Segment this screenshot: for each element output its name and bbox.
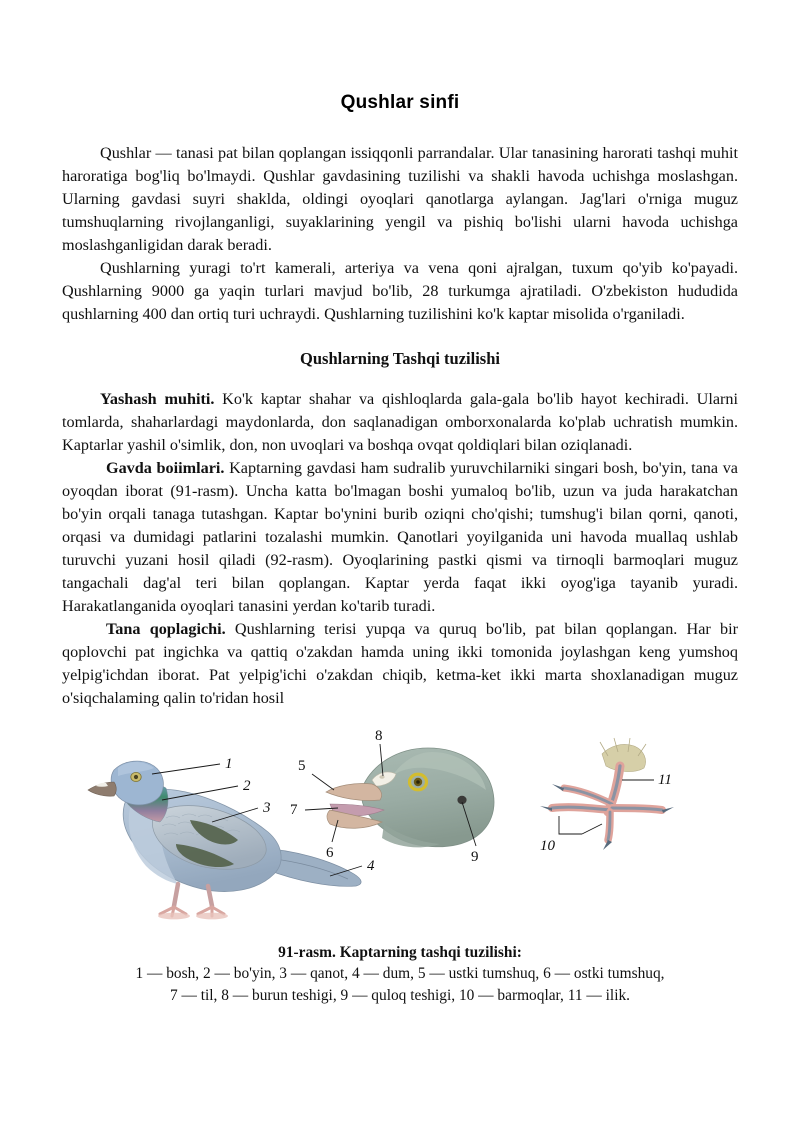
callout-11: 11 — [658, 772, 672, 788]
paragraph-yashash-muhiti — [62, 388, 738, 457]
figure-legend-line-1: 1 — bosh, 2 — bo'yin, 3 — qanot, 4 — dum, 5 — ustki tumshuq, 6 — ostki tumshuq, — [135, 965, 665, 982]
paragraph-intro-2: Qushlarning yuragi to'rt kamerali, arteriya va vena qoni ajralgan, tuxum qo'yib ko'payadi. Qushlarning 9000 ga yaqin turlari mavjud bo'lib, 28 turkumga ajratiladi. O'zbekiston hududida qushlarning 400 dan ortiq turi uchraydi. Qushlarning tuzilishini ko'k kaptar misolida o'rganiladi. — [62, 259, 738, 323]
section-subheading: Qushlarning Tashqi tuzilishi — [300, 349, 500, 368]
text-gavda-boiimlari: Kaptarning gavdasi ham sudralib yuruvchilarniki singari bosh, bo'yin, tana va oyoqdan iborat (91-rasm). Uncha katta bo'lmagan boshi yumaloq bo'lib, uzun va juda harakatchan bo'yin orqali tanaga tutashgan. Kaptar bo'ynini burib oziqni cho'qishi; tumshug'i bilan qorni, qanoti, orqasi va dumidagi patlarini tozalashi mumkin. Qanotlari yoyilganida uni havoda muallaq ushlab turuvchi yuzani hosil qiladi (92-rasm). Oyoqlarining pastki qismi va tirnoqli barmoqlari muguz tangachali dag'al teri bilan qoplangan. Kaptar yerda faqat ikki oyog'iga tayanib yuradi. Harakatlanganida oyoqlari tanasini yerdan ko'tarib turadi. — [62, 459, 738, 615]
figure-caption-title: 91-rasm. Kaptarning tashqi tuzilishi: — [278, 944, 522, 961]
callout-2: 2 — [243, 778, 251, 794]
figure-legend — [62, 962, 738, 1008]
callout-9: 9 — [471, 849, 479, 865]
pigeon-head-closeup-drawing — [326, 748, 494, 847]
callout-8: 8 — [375, 728, 383, 744]
pigeon-anatomy-illustration — [62, 724, 738, 942]
lead-yashash-muhiti: Yashash muhiti. — [100, 390, 215, 408]
page-title: Qushlar sinfi — [340, 92, 460, 113]
callout-10: 10 — [540, 838, 555, 854]
callout-4: 4 — [367, 858, 375, 874]
text-tana-qoplagichi: Qushlarning terisi yupqa va quruq bo'lib, pat bilan qoplangan. Har bir qoplovchi pat ingichka va qattiq o'zakdan hamda uning ikki tomonida joylashgan keng yumshoq yelpig'ichdan iborat. Pat yelpig'ichi o'zakdan chiqib, ketma-ket ikki marta shoxlanadigan muguz o'siqchalaming qalin to'ridan hosil — [62, 620, 739, 707]
page-content — [62, 0, 738, 1008]
pigeon-body-drawing — [88, 761, 361, 919]
paragraph-tana-qoplagichi — [62, 618, 738, 710]
lead-gavda-boiimlari: Gavda boiimlari. — [106, 459, 225, 477]
paragraph-gavda-boiimlari — [62, 457, 738, 618]
callout-6: 6 — [326, 845, 334, 861]
text-yashash-muhiti: Ko'k kaptar shahar va qishloqlarda gala-gala bo'lib hayot kechiradi. Ularni tomlarda, shaharlardagi maydonlarda, don saqlanadigan omborxonalarda ko'plab uchratish mumkin. Kaptarlar yashil o'simlik, don, non uvoqlari va boshqa ovqat qoldiqlari bilan oziqlanadi. — [62, 390, 738, 454]
figure-legend-line-2: 7 — til, 8 — burun teshigi, 9 — quloq teshigi, 10 — barmoqlar, 11 — ilik. — [169, 987, 631, 1005]
callout-5: 5 — [298, 758, 306, 774]
callout-1: 1 — [225, 756, 233, 772]
pigeon-foot-drawing — [540, 738, 674, 850]
callout-3: 3 — [263, 800, 271, 816]
lead-tana-qoplagichi: Tana qoplagichi. — [106, 620, 226, 638]
paragraph-intro-1: Qushlar — tanasi pat bilan qoplangan issiqqonli parrandalar. Ular tanasining harorati tashqi muhit haroratiga bog'liq bo'lmaydi. Qushlar gavdasining tuzilishi va shakli havoda uchishga moslashgan. Ularning gavdasi suyri shaklda, oldingi oyoqlari qanotlarga aylangan. Jag'lari o'rniga muguz tumshuqlarning rivojlanganligi, suyaklarining yengil va pishiq bo'lishi ularni havoda uchishga moslashganligidan darak beradi. — [62, 144, 738, 254]
callout-7: 7 — [290, 802, 298, 818]
figure-91 — [62, 724, 738, 942]
